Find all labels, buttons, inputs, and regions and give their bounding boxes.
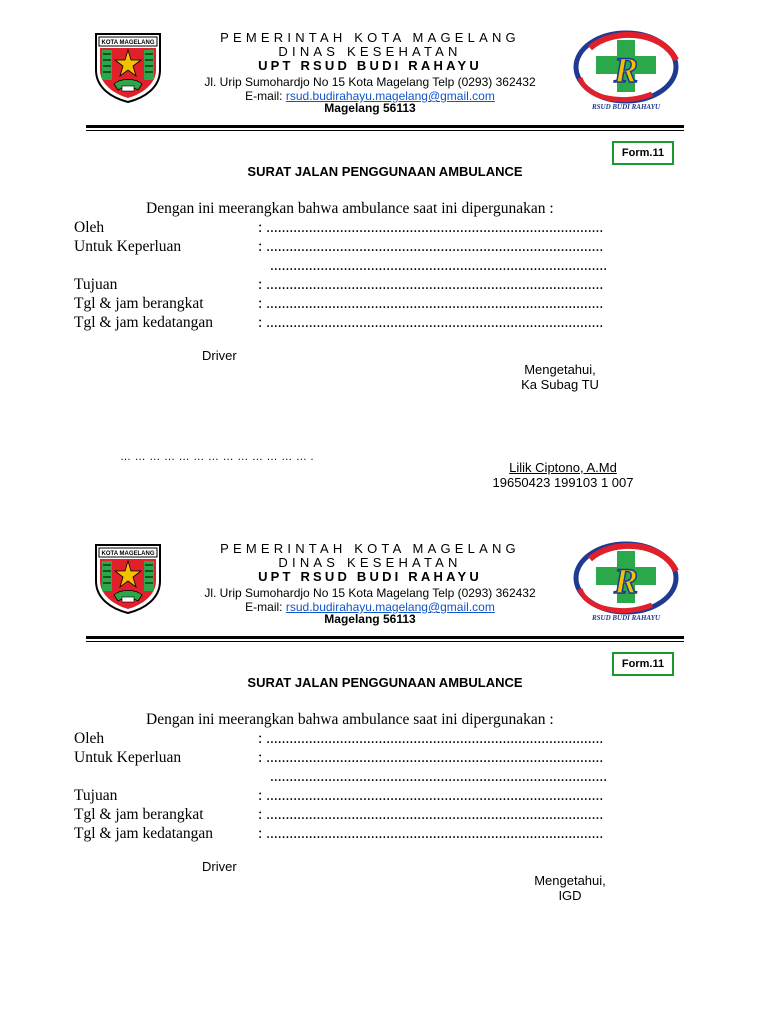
field-blank[interactable]: .......................................................................................	[270, 257, 608, 274]
field-blank[interactable]: : .......................................................................................	[258, 749, 604, 766]
field-label: Tgl & jam kedatangan	[74, 825, 214, 842]
field-blank[interactable]: : .......................................................................................	[258, 219, 604, 236]
signer-id-number: 19650423 199103 1 007	[492, 475, 634, 490]
logo-caption: RSUD BUDI RAHAYU	[591, 614, 661, 622]
form-number-badge: Form.11	[612, 652, 674, 676]
field-blank[interactable]: : .......................................................................................	[258, 276, 604, 293]
crest-text: KOTA MAGELANG	[101, 551, 155, 557]
email-label: E-mail:	[245, 89, 283, 103]
field-label: Oleh	[74, 730, 105, 747]
address-line: Jl. Urip Sumohardjo No 15 Kota Magelang Telp (0293) 362432	[204, 75, 536, 89]
field-blank[interactable]: : .......................................................................................	[258, 730, 604, 747]
email-link[interactable]: rsud.budirahayu.magelang@gmail.com	[285, 89, 495, 103]
kota-magelang-crest-icon	[92, 543, 164, 615]
form-title: SURAT JALAN PENGGUNAAN AMBULANCE	[247, 675, 523, 690]
logo-letter: R	[613, 561, 639, 601]
government-name: PEMERINTAH KOTA MAGELANG	[220, 541, 520, 556]
field-label: Tgl & jam berangkat	[74, 295, 204, 312]
field-label: Untuk Keperluan	[74, 238, 182, 255]
address-line: Jl. Urip Sumohardjo No 15 Kota Magelang Telp (0293) 362432	[204, 586, 536, 600]
field-label: Tujuan	[74, 787, 118, 804]
field-label: Oleh	[74, 219, 105, 236]
logo-letter: R	[613, 50, 639, 90]
field-label: Tujuan	[74, 276, 118, 293]
department-name: DINAS KESEHATAN	[278, 44, 462, 59]
unit-name: UPT RSUD BUDI RAHAYU	[258, 58, 482, 73]
field-label: Untuk Keperluan	[74, 749, 182, 766]
header-divider-thick	[86, 636, 684, 639]
field-blank[interactable]: : .......................................................................................	[258, 806, 604, 823]
rsud-budi-rahayu-logo-icon	[572, 541, 680, 623]
form-title: SURAT JALAN PENGGUNAAN AMBULANCE	[247, 164, 523, 179]
form-number-badge: Form.11	[612, 141, 674, 165]
unit-name: UPT RSUD BUDI RAHAYU	[258, 569, 482, 584]
field-blank[interactable]: : .......................................................................................	[258, 238, 604, 255]
header-divider-thin	[86, 641, 684, 642]
city-line: Magelang 56113	[324, 612, 416, 626]
driver-signature-line: … … … … … … … … … … … … … .	[120, 451, 314, 463]
form-intro: Dengan ini meerangkan bahwa ambulance saat ini dipergunakan :	[146, 711, 554, 728]
logo-caption: RSUD BUDI RAHAYU	[591, 103, 661, 111]
government-name: PEMERINTAH KOTA MAGELANG	[220, 30, 520, 45]
field-label: Tgl & jam berangkat	[74, 806, 204, 823]
field-blank[interactable]: : .......................................................................................	[258, 314, 604, 331]
signer-name: Lilik Ciptono, A.Md	[509, 460, 617, 475]
field-blank[interactable]: .......................................................................................	[270, 768, 608, 785]
form-intro: Dengan ini meerangkan bahwa ambulance saat ini dipergunakan :	[146, 200, 554, 217]
acknowledger-role: Ka Subag TU	[521, 377, 599, 392]
email-link[interactable]: rsud.budirahayu.magelang@gmail.com	[285, 600, 495, 614]
acknowledger-role: IGD	[558, 888, 582, 903]
field-blank[interactable]: : .......................................................................................	[258, 295, 604, 312]
field-blank[interactable]: : .......................................................................................	[258, 825, 604, 842]
ambulance-form-bottom	[0, 511, 768, 1023]
field-label: Tgl & jam kedatangan	[74, 314, 214, 331]
acknowledged-label: Mengetahui,	[534, 873, 606, 888]
header-divider-thin	[86, 130, 684, 131]
email-label: E-mail:	[245, 600, 283, 614]
acknowledged-label: Mengetahui,	[524, 362, 596, 377]
department-name: DINAS KESEHATAN	[278, 555, 462, 570]
field-blank[interactable]: : .......................................................................................	[258, 787, 604, 804]
driver-label: Driver	[202, 348, 237, 363]
header-divider-thick	[86, 125, 684, 128]
city-line: Magelang 56113	[324, 101, 416, 115]
crest-text: KOTA MAGELANG	[101, 40, 155, 46]
kota-magelang-crest-icon	[92, 32, 164, 104]
driver-label: Driver	[202, 859, 237, 874]
rsud-budi-rahayu-logo-icon	[572, 30, 680, 112]
